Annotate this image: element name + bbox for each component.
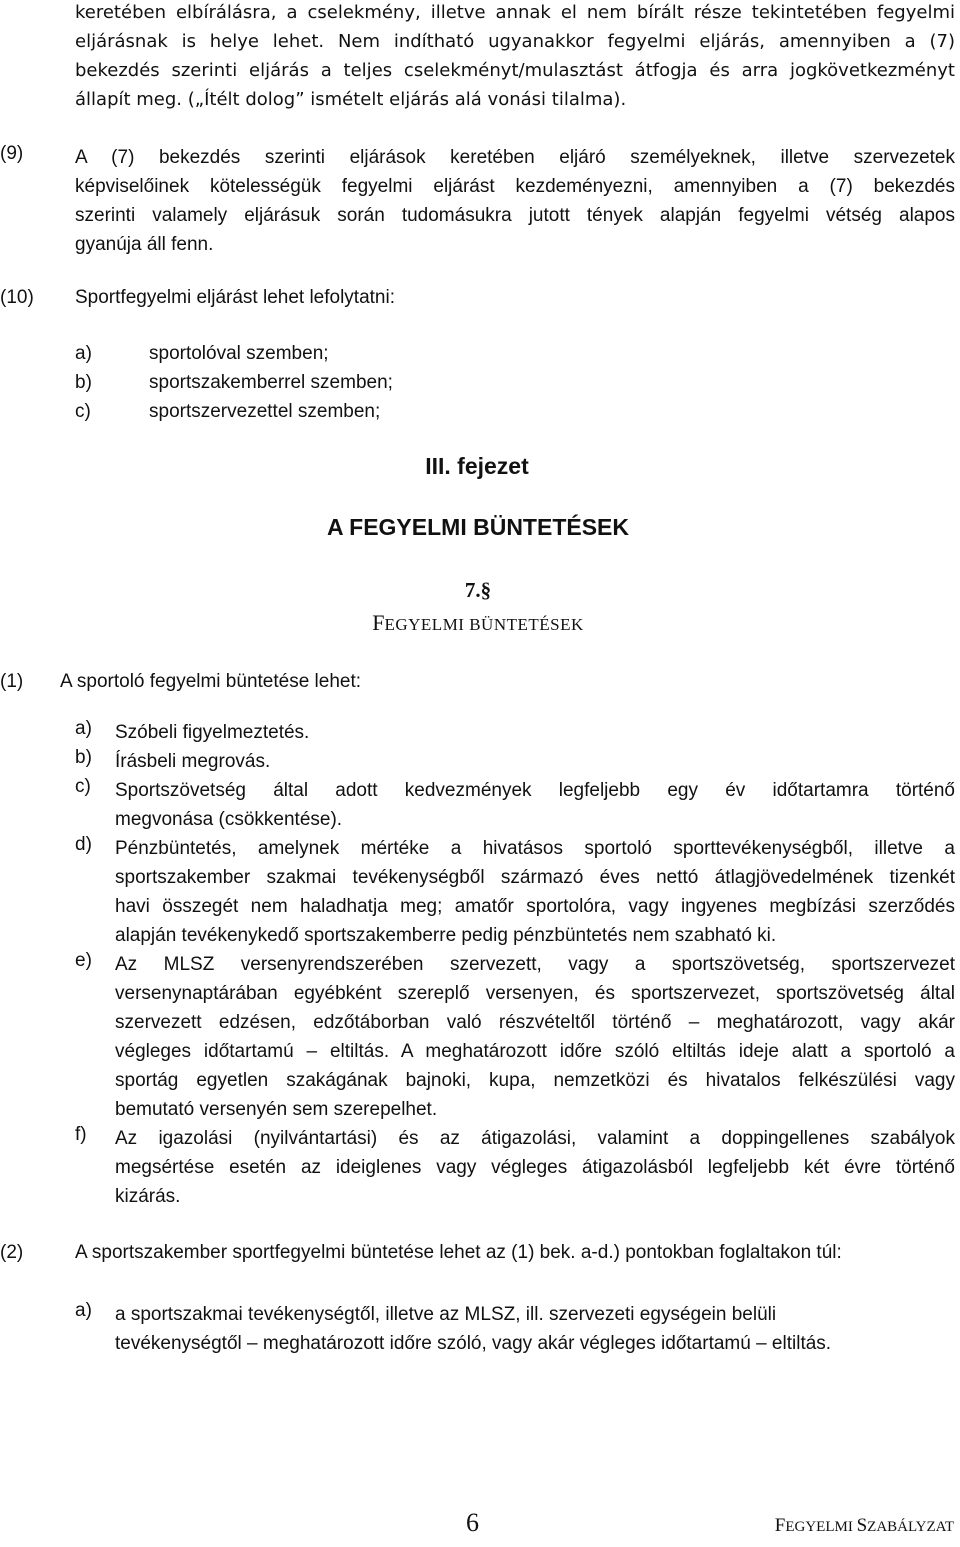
text-line: gyanúja áll fenn. bbox=[75, 234, 214, 255]
list-label: c) bbox=[75, 401, 91, 422]
list-item bbox=[75, 1124, 955, 1211]
list-label: b) bbox=[75, 747, 92, 768]
list-text: sportszervezettel szemben; bbox=[149, 401, 381, 422]
paragraph-number: (9) bbox=[0, 143, 24, 164]
text-line: szervezett edzésen, edzőtáborban való részvételtől történő – meghatározott, vagy akár bbox=[115, 1012, 955, 1033]
text-line: képviselőinek kötelességük fegyelmi eljárást kezdeményezni, amennyiben a (7) bekezdés bbox=[75, 176, 955, 197]
chapter-number: III. fejezet bbox=[425, 453, 529, 479]
text-line: eljárásnak is helye lehet. Nem indítható ugyanakkor fegyelmi eljárás, amennyiben a (7) bbox=[75, 31, 955, 52]
list-item bbox=[75, 718, 955, 747]
paragraph-text: A sportoló fegyelmi büntetése lehet: bbox=[60, 671, 362, 692]
list-label: a) bbox=[75, 1300, 92, 1321]
text-line: Az igazolási (nyilvántartási) és az átigazolási, valamint a doppingellenes szabályok bbox=[115, 1128, 955, 1149]
list-label: a) bbox=[75, 343, 92, 364]
list-item bbox=[75, 747, 955, 776]
footer-title: FEGYELMI SZABÁLYZAT bbox=[774, 1515, 954, 1536]
list-text: sportszakemberrel szemben; bbox=[149, 372, 393, 393]
paragraph-8-continuation bbox=[75, 0, 955, 114]
list-label: c) bbox=[75, 776, 91, 797]
list-item bbox=[75, 776, 955, 834]
text-line: megsértése esetén az ideiglenes vagy végleges átigazolásból legfeljebb két évre történő bbox=[115, 1157, 955, 1178]
subsection-2-list bbox=[75, 1300, 955, 1358]
text-line: sportág egyetlen szakágának bajnoki, kupa, nemzetközi és hivatalos felkészülési vagy bbox=[115, 1070, 955, 1091]
paragraph-number: (2) bbox=[0, 1242, 24, 1263]
text-line: állapít meg. („Ítélt dolog” ismételt eljárás alá vonási tilalma). bbox=[75, 89, 627, 110]
section-number: 7.§ bbox=[464, 578, 492, 602]
text-line: versenynaptárában egyébként szereplő versenyen, és sportszervezet, sportszövetség által bbox=[115, 983, 955, 1004]
paragraph-number: (10) bbox=[0, 287, 34, 308]
list-label: a) bbox=[75, 718, 92, 739]
list-item bbox=[75, 950, 955, 1124]
list-label: f) bbox=[75, 1124, 87, 1145]
list-label: e) bbox=[75, 950, 92, 971]
chapter-title: A FEGYELMI BÜNTETÉSEK bbox=[327, 514, 629, 540]
text-line: keretében elbírálásra, a cselekmény, illetve annak el nem bírált része tekintetében fegyelmi bbox=[75, 2, 955, 23]
list-item bbox=[75, 834, 955, 950]
text-line: havi összegét nem haladhatja meg; amatőr sportolóra, vagy ingyenes megbízási szerződés bbox=[115, 896, 955, 917]
text-line: megvonása (csökkentése). bbox=[115, 809, 343, 830]
text-line: végleges időtartamú – eltiltás. A meghatározott időre szóló eltiltás ideje alatt a sportoló a bbox=[115, 1041, 955, 1062]
text-line: szerinti valamely eljárásuk során tudomásukra jutott tények alapján fegyelmi vétség alapos bbox=[75, 205, 955, 226]
text-line: bemutató versenyén sem szerepelhet. bbox=[115, 1099, 438, 1120]
text-line: bekezdés szerinti eljárás a teljes cselekményt/mulasztást átfogja és arra jogkövetkezményt bbox=[75, 60, 955, 81]
list-text: sportolóval szemben; bbox=[149, 343, 329, 364]
text-line: tevékenységtől – meghatározott időre szóló, vagy akár végleges időtartamú – eltiltás. bbox=[115, 1333, 832, 1354]
subsection-1-list bbox=[75, 718, 955, 1211]
text-line: Az MLSZ versenyrendszerében szervezett, vagy a sportszövetség, sportszervezet bbox=[115, 954, 955, 975]
list-item bbox=[75, 1300, 955, 1358]
page-number: 6 bbox=[466, 1508, 479, 1537]
text-line: Sportszövetség által adott kedvezmények legfeljebb egy év időtartamra történő bbox=[115, 780, 955, 801]
section-title: FEGYELMI BÜNTETÉSEK bbox=[372, 610, 584, 635]
text-line: alapján tevékenykedő sportszakemberre pedig pénzbüntetés nem szabható ki. bbox=[115, 925, 777, 946]
paragraph-number: (1) bbox=[0, 671, 24, 692]
text-line: Pénzbüntetés, amelynek mértéke a hivatásos sportoló sporttevékenységből, illetve a bbox=[115, 838, 955, 859]
text-line: a sportszakmai tevékenységtől, illetve az MLSZ, ill. szervezeti egységein belüli bbox=[115, 1304, 777, 1325]
text-line: sportszakember szakmai tevékenységből származó éves nettó átlagjövedelmének tizenkét bbox=[115, 867, 955, 888]
paragraph-text: Sportfegyelmi eljárást lehet lefolytatni: bbox=[75, 287, 395, 308]
section-symbol: § bbox=[480, 578, 492, 602]
text-line: Írásbeli megrovás. bbox=[115, 751, 271, 772]
text-line: A (7) bekezdés szerinti eljárások keretében eljáró személyeknek, illetve szervezetek bbox=[75, 147, 955, 168]
list-label: d) bbox=[75, 834, 92, 855]
paragraph-text: A sportszakember sportfegyelmi büntetése lehet az (1) bek. a-d.) pontokban foglaltakon túl: bbox=[75, 1242, 842, 1263]
text-line: kizárás. bbox=[115, 1186, 181, 1207]
text-line: Szóbeli figyelmeztetés. bbox=[115, 722, 310, 743]
list-label: b) bbox=[75, 372, 92, 393]
